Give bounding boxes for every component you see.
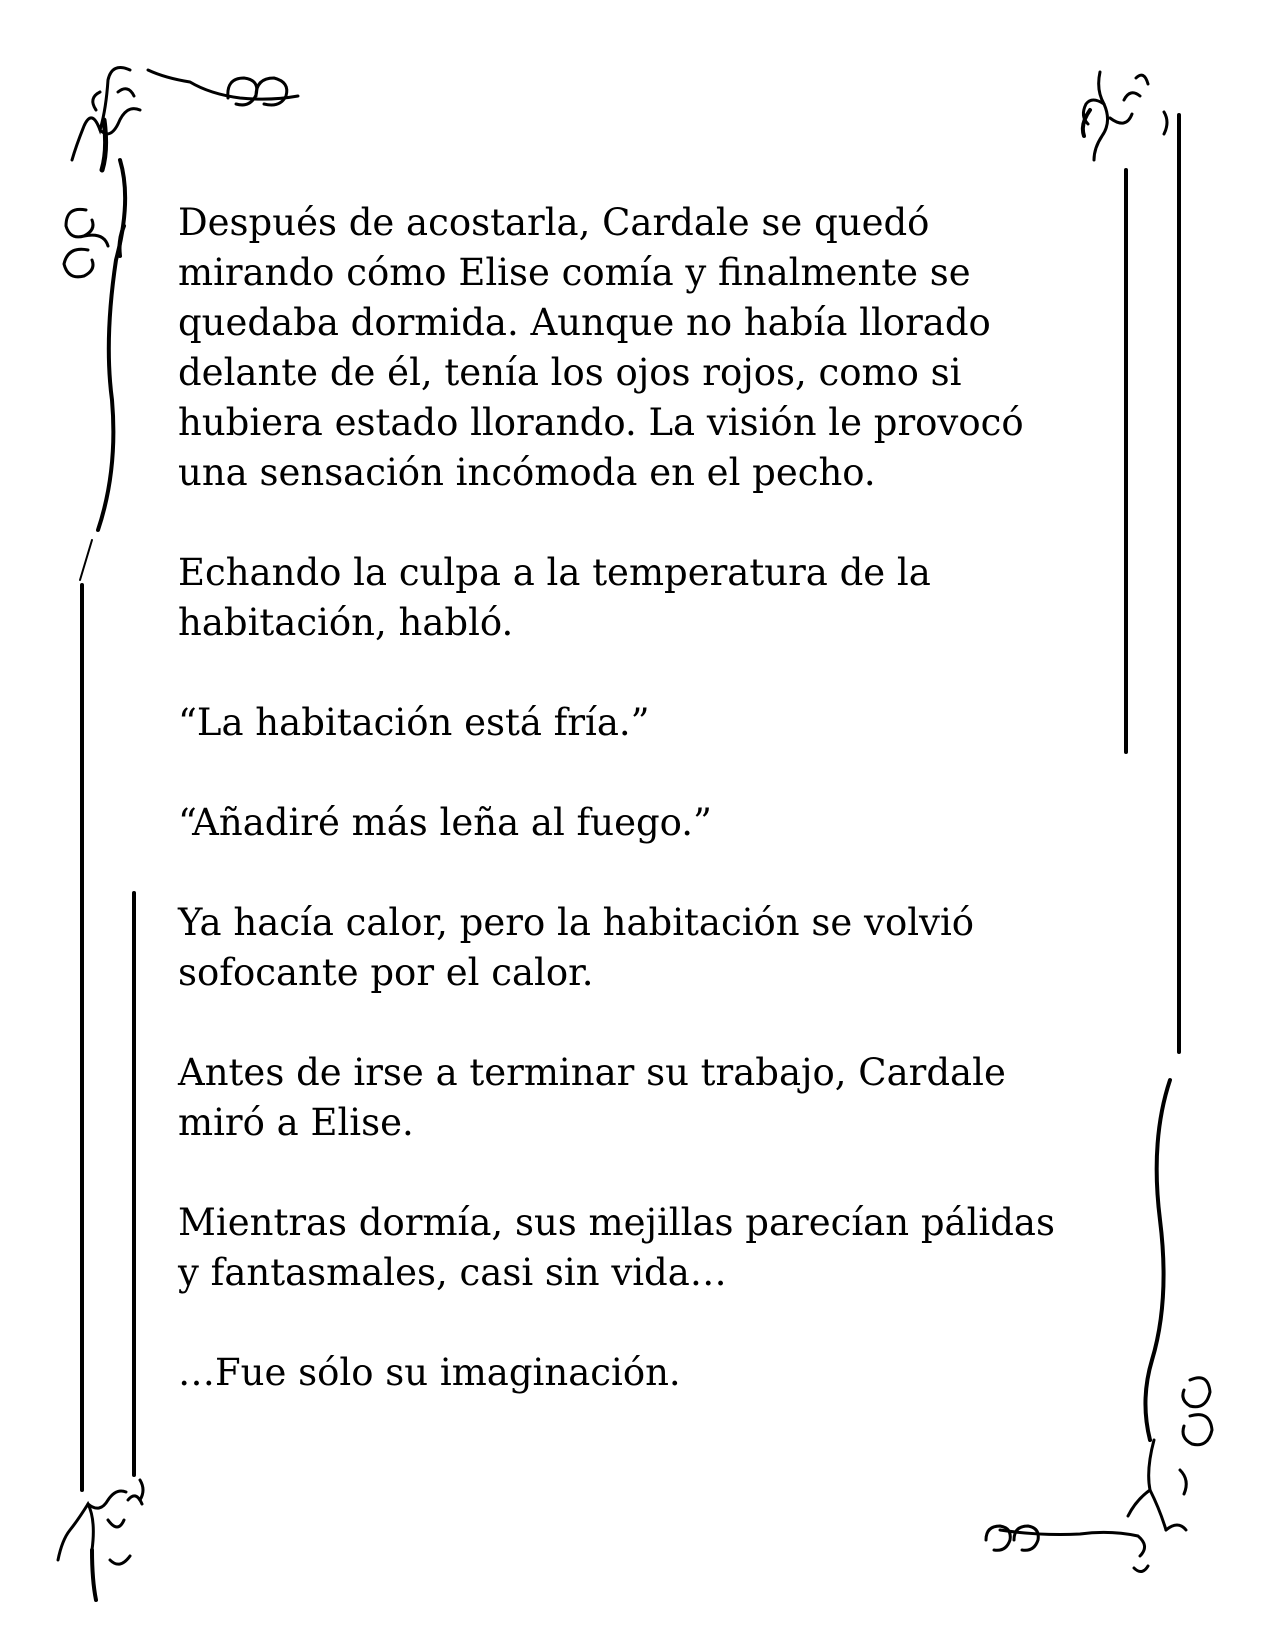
paragraph: Echando la culpa a la temperatura de la habitación, habló. — [178, 551, 931, 644]
paragraph: “Añadiré más leña al fuego.” — [178, 801, 712, 844]
document-body — [178, 198, 1098, 1448]
paragraph: “La habitación está fría.” — [178, 701, 650, 744]
top-right-flourish-icon — [1083, 72, 1167, 160]
paragraph: Antes de irse a terminar su trabajo, Cardale miró a Elise. — [178, 1051, 1006, 1144]
paragraph: Después de acostarla, Cardale se quedó mirando cómo Elise comía y finalmente se quedaba dormida. Aunque no había llorado delante de él, tenía los ojos rojos, como si hubiera estado llorando. La visión le provocó una sensación incómoda en el pecho. — [178, 201, 1024, 494]
paragraph: Mientras dormía, sus mejillas parecían pálidas y fantasmales, casi sin vida… — [178, 1201, 1055, 1294]
paragraph: …Fue sólo su imaginación. — [178, 1351, 681, 1394]
bottom-left-flourish-icon — [58, 1480, 143, 1600]
paragraph: Ya hacía calor, pero la habitación se volvió sofocante por el calor. — [178, 901, 975, 994]
